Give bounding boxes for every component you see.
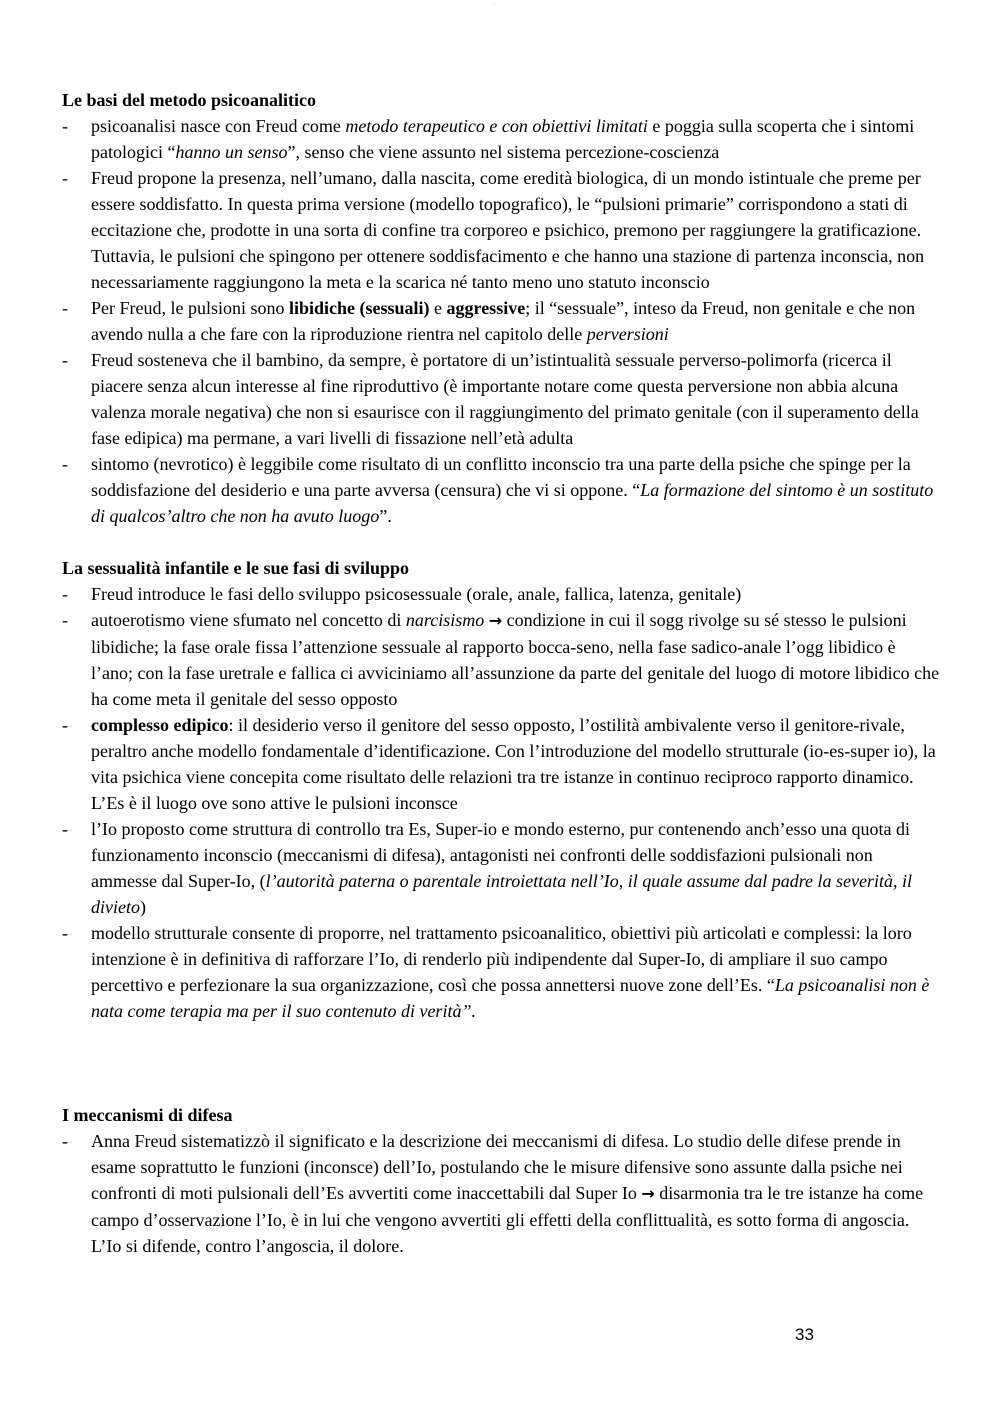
- section-sessualita: [62, 555, 942, 1024]
- text-run: ): [139, 897, 146, 917]
- bullet-dash: -: [62, 1131, 68, 1151]
- bullet-list: [62, 113, 942, 529]
- text-run: psicoanalisi nasce con Freud come: [91, 116, 346, 136]
- section-basi: [62, 87, 942, 529]
- bullet-dash: -: [62, 298, 68, 318]
- bullet-dash: -: [62, 168, 68, 188]
- document-page: [62, 87, 942, 1285]
- list-item: [62, 581, 942, 607]
- text-run: La psicoanalisi non è nata come terapia ma per il suo contenuto di verità”.: [91, 975, 930, 1021]
- text-run: metodo terapeutico e con obiettivi limitati: [345, 116, 648, 136]
- page-number: 33: [795, 1325, 814, 1344]
- text-run: complesso edipico: [91, 715, 229, 735]
- text-run: La formazione del sintomo è un sostituto di qualcos’altro che non ha avuto luogo: [91, 480, 934, 526]
- text-run: Freud introduce le fasi dello sviluppo psicosessuale (orale, anale, fallica, latenza, genitale): [91, 584, 742, 604]
- text-run: l’Io proposto come struttura di controllo tra Es, Super-io e mondo esterno, pur contenendo anch’esso una quota di funzionamento inconscio (meccanismi di difesa), antagonisti nei confronti delle soddisfazioni pulsionali non ammesse dal Super-Io, (: [91, 819, 910, 891]
- list-item: [62, 920, 942, 1024]
- text-run: libidiche (sessuali): [289, 298, 430, 318]
- text-run: perversioni: [586, 324, 669, 344]
- list-item: [62, 295, 942, 347]
- text-run: hanno un senso: [175, 142, 288, 162]
- bullet-dash: -: [62, 923, 68, 943]
- text-run: Anna Freud sistematizzò il significato e la descrizione dei meccanismi di difesa. Lo studio delle difese prende in esame soprattutto le funzioni (inconsce) dell’Io, postulando che le misure difensive sono assunte dalla psiche nei confronti di moti pulsionali dell’Es avvertiti come inaccettabili dal Super Io: [91, 1131, 903, 1203]
- bullet-dash: -: [62, 584, 68, 604]
- text-run: ; il “sessuale”, inteso da Freud, non genitale e che non avendo nulla a che fare con la riproduzione rientra nel capitolo delle: [91, 298, 916, 344]
- bullet-list: [62, 581, 942, 1024]
- section-title: La sessualità infantile e le sue fasi di sviluppo: [62, 558, 410, 578]
- bullet-dash: -: [62, 610, 68, 630]
- text-run: : il desiderio verso il genitore del sesso opposto, l’ostilità ambivalente verso il genitore-rivale, peraltro anche modello fondamentale d’identificazione. Con l’introduzione del modello strutturale (io-es-super io), la vita psichica viene concepita come risultato delle relazioni tra tre istanze in continuo reciproco rapporto dinamico. L’Es è il luogo ove sono attive le pulsioni inconsce: [91, 715, 936, 813]
- text-run: sintomo (nevrotico) è leggibile come risultato di un conflitto inconscio tra una parte della psiche che spinge per la soddisfazione del desiderio e una parte avversa (censura) che vi si oppone. “: [91, 454, 911, 500]
- list-item: [62, 165, 942, 295]
- header-mark: ...: [493, 0, 497, 5]
- text-run: narcisismo: [405, 610, 485, 630]
- section-difese: [62, 1102, 942, 1259]
- text-run: Freud sosteneva che il bambino, da sempre, è portatore di un’istintualità sessuale perverso-polimorfa (ricerca il piacere senza alcun interesse al fine riproduttivo (è importante notare come questa perversione non abbia alcuna valenza morale negativa) che non si esaurisce con il raggiungimento del primato genitale (con il superamento della fase edipica) ma permane, a vari livelli di fissazione nell’età adulta: [91, 350, 919, 448]
- list-item: [62, 451, 942, 529]
- section-title: Le basi del metodo psicoanalitico: [62, 90, 317, 110]
- text-run: Per Freud, le pulsioni sono: [91, 298, 289, 318]
- list-item: [62, 816, 942, 920]
- text-run: ”.: [379, 506, 392, 526]
- text-run: disarmonia tra le tre istanze ha come campo d’osservazione l’Io, è in lui che vengono avvertiti gli effetti della conflittualità, es sotto forma di angoscia. L’Io si difende, contro l’angoscia, il dolore.: [91, 1183, 924, 1256]
- bullet-dash: -: [62, 454, 68, 474]
- arrow-right-icon: →: [488, 611, 503, 630]
- text-run: Freud propone la presenza, nell’umano, dalla nascita, come eredità biologica, di un mondo istintuale che preme per essere soddisfatto. In questa prima versione (modello topografico), le “pulsioni primarie” corrispondono a stati di eccitazione che, prodotte in una sorta di confine tra corporeo e psichico, premono per raggiungere la gratificazione. Tuttavia, le pulsioni che spingono per ottenere soddisfacimento e che hanno una stazione di partenza inconscia, non necessariamente raggiungono la meta e la scarica né tanto meno uno statuto inconscio: [91, 168, 925, 292]
- text-run: e: [429, 298, 447, 318]
- bullet-list: [62, 1128, 942, 1259]
- list-item: [62, 712, 942, 816]
- list-item: [62, 113, 942, 165]
- bullet-dash: -: [62, 819, 68, 839]
- text-run: modello strutturale consente di proporre, nel trattamento psicoanalitico, obiettivi più articolati e complessi: la loro intenzione è in definitiva di rafforzare l’Io, di renderlo più indipendente dal Super-Io, di ampliare il suo campo percettivo e perfezionare la sua organizzazione, così che possa annettersi nuove zone dell’Es. “: [91, 923, 912, 995]
- text-run: e poggia sulla scoperta che i sintomi patologici “: [91, 116, 915, 162]
- text-run: l’autorità paterna o parentale introiettata nell’Io, il quale assume dal padre la severità, il divieto: [91, 871, 913, 917]
- list-item: [62, 1128, 942, 1259]
- text-run: aggressive: [446, 298, 526, 318]
- bullet-dash: -: [62, 350, 68, 370]
- section-title: I meccanismi di difesa: [62, 1105, 233, 1125]
- bullet-dash: -: [62, 715, 68, 735]
- text-run: autoerotismo viene sfumato nel concetto di: [91, 610, 406, 630]
- bullet-dash: -: [62, 116, 68, 136]
- text-run: condizione in cui il sogg rivolge su sé stesso le pulsioni libidiche; la fase orale fissa l’attenzione sessuale al rapporto bocca-seno, nella fase sadico-anale l’ogg libidico è l’ano; con la fase uretrale e fallica ci avviciniamo all’assunzione da parte del genitale del luogo di motore libidico che ha come meta il genitale del sesso opposto: [91, 610, 940, 709]
- list-item: [62, 347, 942, 451]
- arrow-right-icon: →: [641, 1184, 655, 1203]
- text-run: ”, senso che viene assunto nel sistema percezione-coscienza: [287, 142, 720, 162]
- list-item: [62, 607, 942, 712]
